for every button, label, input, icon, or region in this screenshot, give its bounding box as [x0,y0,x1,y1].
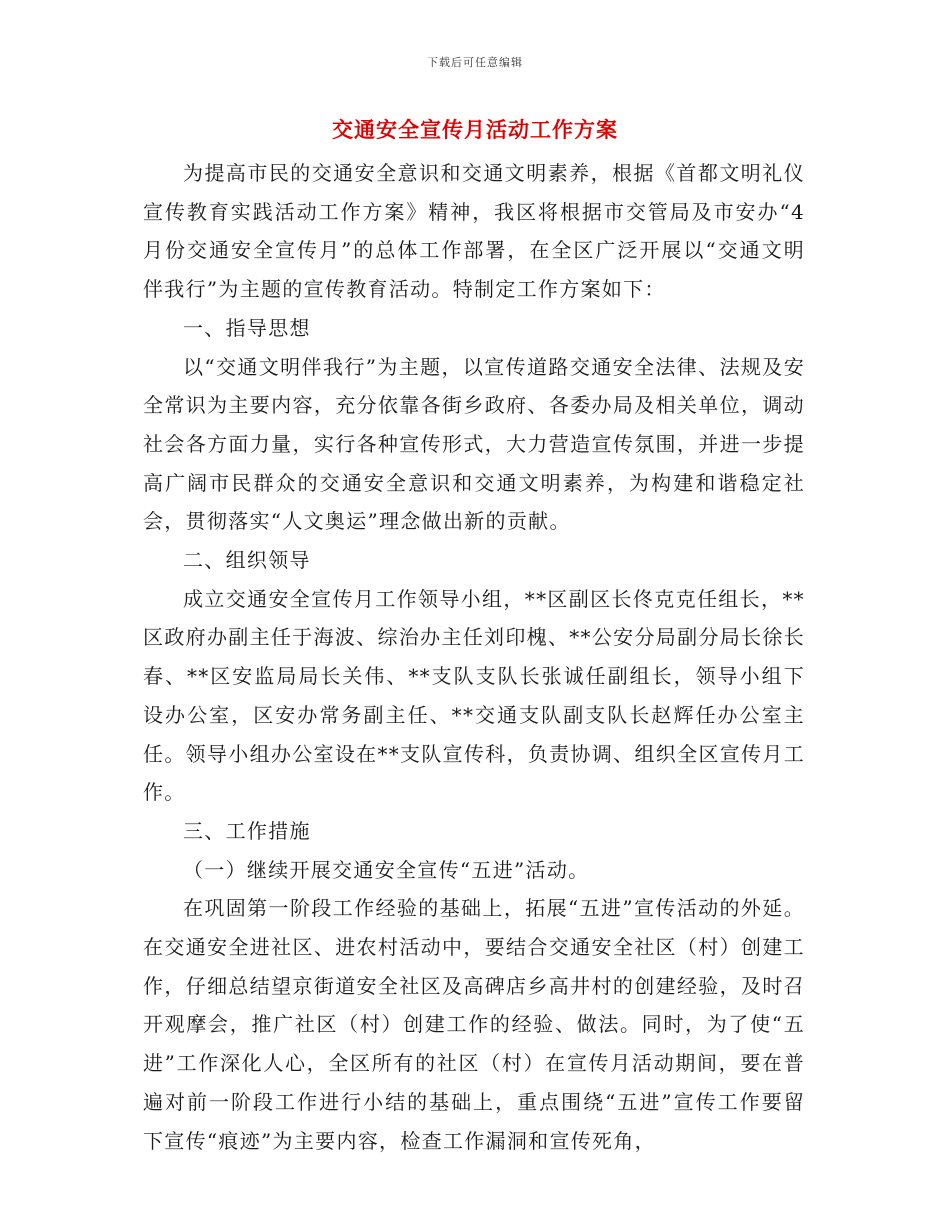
section-heading-organization: 二、组织领导 [183,548,311,573]
subsection-heading-five-entries: （一）继续开展交通安全宣传“五进”活动。 [183,857,590,882]
guiding-thought-paragraph: 以“交通文明伴我行”为主题，以宣传道路交通安全法律、法规及安全常识为主要内容，充分依靠各街乡政府、各委办局及相关单位，调动社会各方面力量，实行各种宣传形式，大力营造宣传氛围，并进一步提高广阔市民群众的交通安全意识和交通文明素养，为构建和谐稳定社会，贯彻落实“人文奥运”理念做出新的贡献。 [143,354,805,534]
section-heading-measures: 三、工作措施 [183,818,311,843]
section-heading-guiding-thought: 一、指导思想 [183,315,311,340]
intro-paragraph: 为提高市民的交通安全意识和交通文明素养，根据《首都文明礼仪宣传教育实践活动工作方案》精神，我区将根据市交管局及市安办“4月份交通安全宣传月”的总体工作部署，在全区广泛开展以“交通文明伴我行”为主题的宣传教育活动。特制定工作方案如下： [143,161,805,302]
document-title: 交通安全宣传月活动工作方案 [332,117,618,142]
five-entries-paragraph: 在巩固第一阶段工作经验的基础上，拓展“五进”宣传活动的外延。在交通安全进社区、进农村活动中，要结合交通安全社区（村）创建工作，仔细总结望京街道安全社区及高碑店乡高井村的创建经验，及时召开观摩会，推广社区（村）创建工作的经验、做法。同时，为了使“五进”工作深化人心，全区所有的社区（村）在宣传月活动期间，要在普遍对前一阶段工作进行小结的基础上，重点围绕“五进”宣传工作要留下宣传“痕迹”为主要内容，检查工作漏洞和宣传死角， [143,896,805,1153]
organization-paragraph: 成立交通安全宣传月工作领导小组，**区副区长佟克克任组长，**区政府办副主任于海波、综治办主任刘印槐、**公安分局副分局长徐长春、**区安监局局长关伟、**支队支队长张诚任副组长，领导小组下设办公室，区安办常务副主任、**交通支队副支队长赵辉任办公室主任。领导小组办公室设在**支队宣传科，负责协调、组织全区宣传月工作。 [143,586,805,805]
document-body [143,154,805,1160]
page-header-note: 下载后可任意编辑 [427,56,523,69]
